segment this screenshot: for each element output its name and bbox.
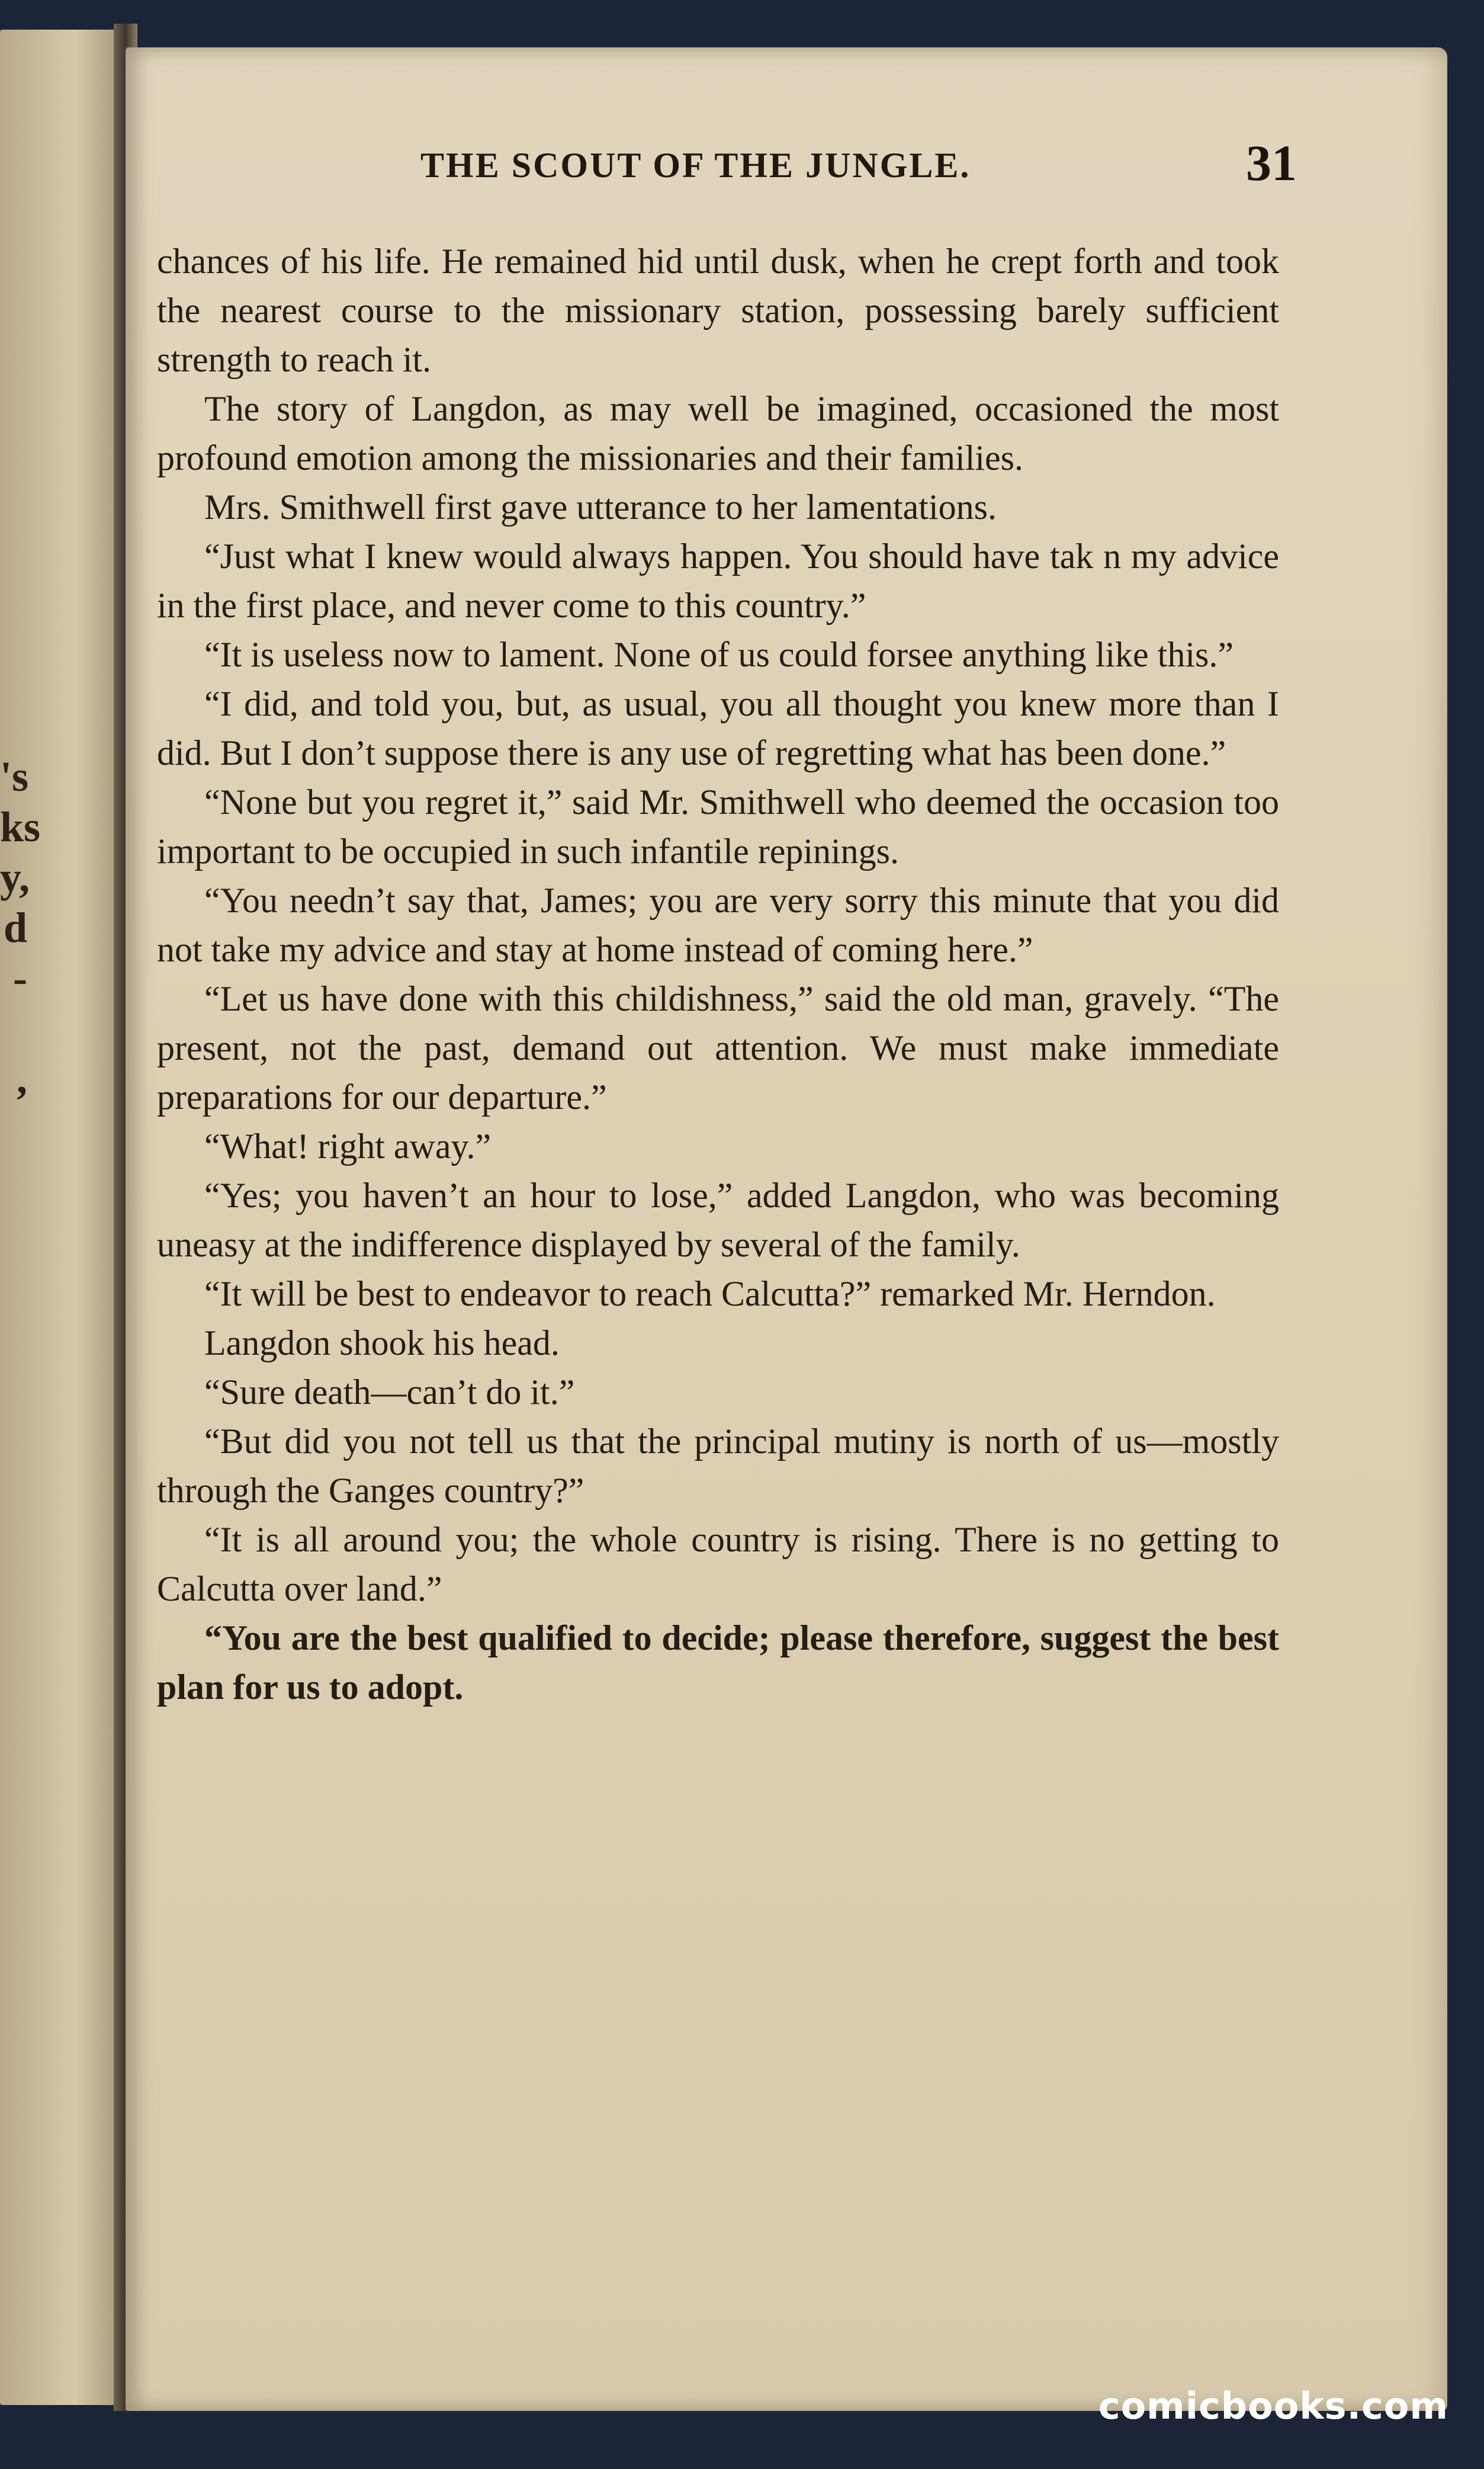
paragraph: “It is useless now to lament. None of us could forsee anything like this.” (204, 635, 1234, 674)
page-header (290, 133, 1297, 204)
paragraph: “What! right away.” (204, 1127, 492, 1166)
site-watermark: comicbooks.com (1098, 2384, 1448, 2428)
paragraph: “Yes; you haven’t an hour to lose,” added Langdon, who was becoming uneasy at the indifference displayed by several of the family. (157, 1176, 1279, 1264)
paragraph: “You are the best qualified to decide; please therefore, suggest the best plan for us to adopt. (157, 1618, 1279, 1707)
facing-page-fragment: , (17, 1055, 27, 1102)
body-text (157, 237, 1279, 1712)
facing-page-fragment: - (13, 954, 27, 1002)
paragraph: The story of Langdon, as may well be imagined, occasioned the most profound emotion among the missionaries and their families. (157, 389, 1279, 477)
facing-page-fragment: 's (0, 753, 29, 800)
paragraph: chances of his life. He remained hid until dusk, when he crept forth and took the nearest course to the missionary station, possessing barely sufficient strength to reach it. (157, 242, 1279, 379)
paragraph: “It is all around you; the whole country is rising. There is no getting to Calcutta over land.” (157, 1520, 1279, 1608)
paragraph: “But did you not tell us that the principal mutiny is north of us—mostly through the Ganges country?” (157, 1422, 1279, 1510)
page-number: 31 (1246, 134, 1297, 191)
paragraph: “None but you regret it,” said Mr. Smithwell who deemed the occasion too important to be occupied in such infantile repinings. (157, 783, 1279, 871)
running-title: THE SCOUT OF THE JUNGLE. (420, 146, 971, 185)
paragraph: “Let us have done with this childishness,” said the old man, gravely. “The present, not the past, demand out attention. We must make immediate preparations for our departure.” (157, 979, 1279, 1117)
paragraph: “It will be best to endeavor to reach Calcutta?” remarked Mr. Herndon. (204, 1274, 1216, 1313)
facing-page-fragment: d (3, 904, 27, 951)
facing-page-edge (0, 30, 124, 2405)
paragraph: Mrs. Smithwell first gave utterance to her lamentations. (204, 488, 997, 527)
facing-page-fragment: y, (0, 854, 30, 901)
paragraph: “Just what I knew would always happen. You should have tak n my advice in the first place, and never come to this country.” (157, 537, 1279, 625)
paragraph: Langdon shook his head. (204, 1323, 560, 1362)
paragraph: “I did, and told you, but, as usual, you all thought you knew more than I did. But I don’t suppose there is any use of regretting what has been done.” (157, 684, 1279, 772)
facing-page-fragment: ks (0, 803, 41, 851)
paragraph: “You needn’t say that, James; you are very sorry this minute that you did not take my advice and stay at home instead of coming here.” (157, 881, 1279, 969)
paragraph: “Sure death—can’t do it.” (204, 1373, 575, 1412)
